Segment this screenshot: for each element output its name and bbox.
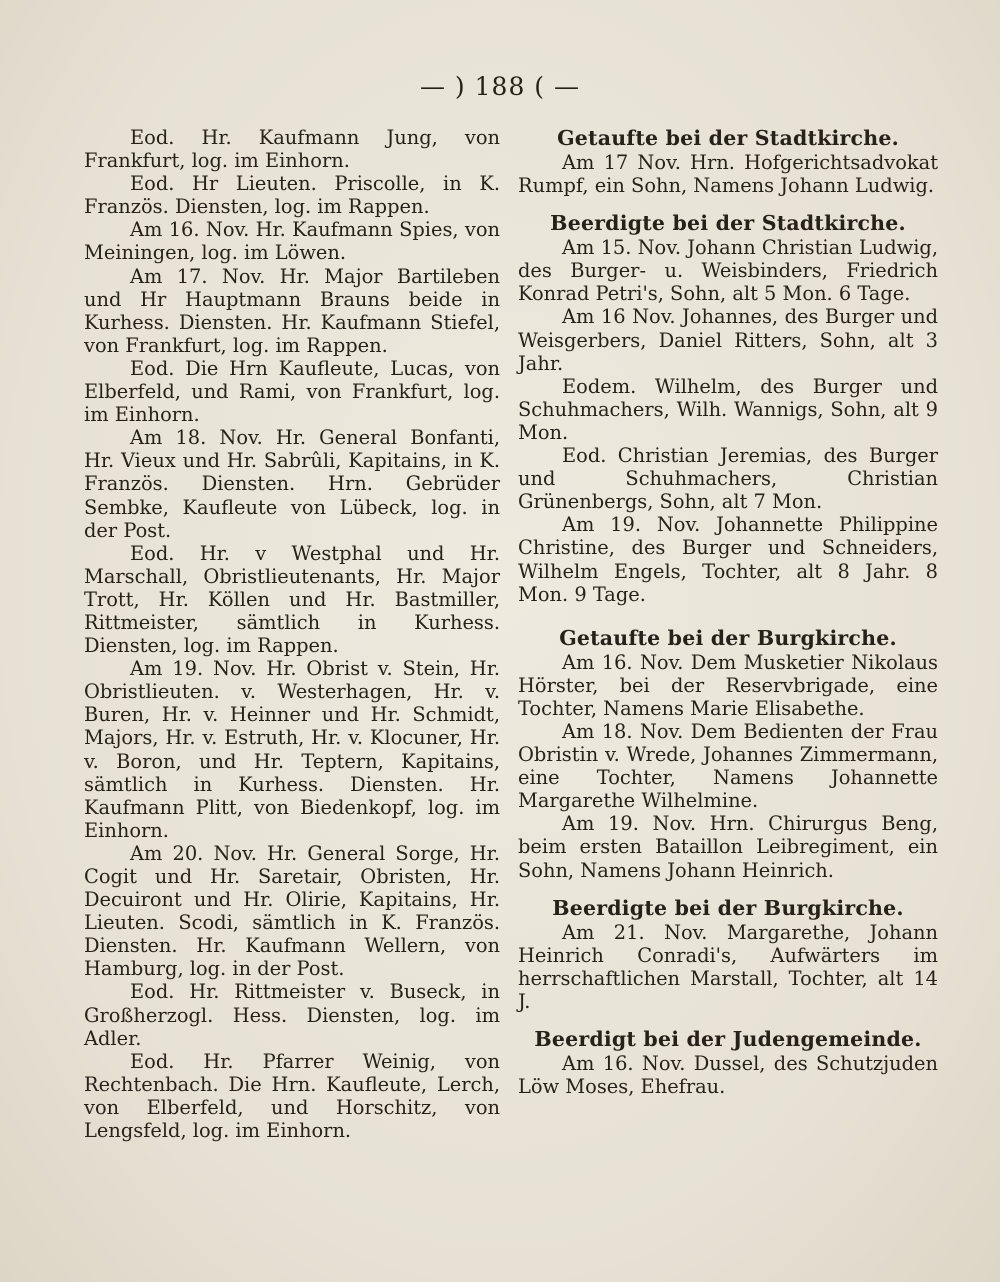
register-entry: Am 19. Nov. Johannette Philippine Christine, des Burger und Schneiders, Wilhelm Engels, Tochter, alt 8 Jahr. 8 Mon. 9 Tage. <box>518 513 938 606</box>
register-entry: Am 21. Nov. Margarethe, Johann Heinrich Conradi's, Aufwärters im herrschaftlichen Marstall, Tochter, alt 14 J. <box>518 920 938 1013</box>
register-entry: Am 16. Nov. Dussel, des Schutzjuden Löw Moses, Ehefrau. <box>518 1052 938 1099</box>
arrival-entry: Eod. Hr Lieuten. Priscolle, in K. Französ. Diensten, log. im Rappen. <box>84 172 500 219</box>
arrival-entry: Am 17. Nov. Hr. Major Bartileben und Hr Hauptmann Brauns beide in Kurhess. Diensten. Hr. Kaufmann Stiefel, von Frankfurt, log. im Rappen. <box>84 264 500 357</box>
arrival-entry: Eod. Hr. Rittmeister v. Buseck, in Großherzogl. Hess. Diensten, log. im Adler. <box>84 980 500 1050</box>
page-number-header: — ) 188 ( — <box>419 72 580 101</box>
section-heading-burials-burgkirche: Beerdigte bei der Burgkirche. <box>552 895 904 920</box>
section-heading-burials-stadtkirche: Beerdigte bei der Stadtkirche. <box>550 211 906 236</box>
register-entry: Am 17 Nov. Hrn. Hofgerichtsadvokat Rumpf, ein Sohn, Namens Johann Ludwig. <box>518 151 938 198</box>
section-heading-baptisms-burgkirche: Getaufte bei der Burgkirche. <box>559 625 897 650</box>
arrival-entry: Eod. Die Hrn Kaufleute, Lucas, von Elberfeld, und Rami, von Frankfurt, log. im Einhorn. <box>84 356 500 427</box>
arrival-entry: Eod. Hr. Kaufmann Jung, von Frankfurt, log. im Einhorn. <box>84 126 500 173</box>
arrival-entry: Am 18. Nov. Hr. General Bonfanti, Hr. Vieux und Hr. Sabrûli, Kapitains, in K. Französ. Diensten. Hrn. Gebrüder Sembke, Kaufleute von Lübeck, log. in der Post. <box>84 426 500 542</box>
arrival-entry: Eod. Hr. Pfarrer Weinig, von Rechtenbach. Die Hrn. Kaufleute, Lerch, von Elberfeld, und Horschitz, von Lengsfeld, log. im Einhorn. <box>84 1049 500 1143</box>
register-entry: Am 18. Nov. Dem Bedienten der Frau Obristin v. Wrede, Johannes Zimmermann, eine Tochter, Namens Johannette Margarethe Wilhelmine. <box>518 719 938 813</box>
register-entry: Am 16 Nov. Johannes, des Burger und Weisgerbers, Daniel Ritters, Sohn, alt 3 Jahr. <box>518 305 938 375</box>
register-entry: Am 15. Nov. Johann Christian Ludwig, des Burger- u. Weisbinders, Friedrich Konrad Petri's, Sohn, alt 5 Mon. 6 Tage. <box>518 236 938 306</box>
arrival-entry: Am 19. Nov. Hr. Obrist v. Stein, Hr. Obristlieuten. v. Westerhagen, Hr. v. Buren, Hr. v. Heinner und Hr. Schmidt, Majors, Hr. v. Estruth, Hr. v. Klocuner, Hr. v. Boron, und Hr. Teptern, Kapitains, sämtlich in Kurhess. Diensten. Hr. Kaufmann Plitt, von Biedenkopf, log. im Einhorn. <box>84 657 500 842</box>
left-column <box>84 126 500 1142</box>
arrival-entry: Am 16. Nov. Hr. Kaufmann Spies, von Meiningen, log. im Löwen. <box>84 218 500 265</box>
register-entry: Am 19. Nov. Hrn. Chirurgus Beng, beim ersten Bataillon Leibregiment, ein Sohn, Namens Johann Heinrich. <box>518 812 938 882</box>
arrival-entry: Eod. Hr. v Westphal und Hr. Marschall, Obristlieutenants, Hr. Major Trott, Hr. Köllen und Hr. Bastmiller, Rittmeister, sämtlich in Kurhess. Diensten, log. im Rappen. <box>84 541 500 658</box>
register-entry: Am 16. Nov. Dem Musketier Nikolaus Hörster, bei der Reservbrigade, eine Tochter, Namens Marie Elisabethe. <box>518 650 938 720</box>
section-heading-burials-judengemeinde: Beerdigt bei der Judengemeinde. <box>534 1027 922 1051</box>
section-heading-baptisms-stadtkirche: Getaufte bei der Stadtkirche. <box>557 126 899 150</box>
right-column <box>518 126 938 1098</box>
register-entry: Eod. Christian Jeremias, des Burger und Schuhmachers, Christian Grünenbergs, Sohn, alt 7 Mon. <box>518 444 938 514</box>
register-entry: Eodem. Wilhelm, des Burger und Schuhmachers, Wilh. Wannigs, Sohn, alt 9 Mon. <box>518 374 938 444</box>
arrival-entry: Am 20. Nov. Hr. General Sorge, Hr. Cogit und Hr. Saretair, Obristen, Hr. Decuiront und Hr. Olirie, Kapitains, Hr. Lieuten. Scodi, sämtlich in K. Französ. Diensten. Hr. Kaufmann Wellern, von Hamburg, log. in der Post. <box>84 841 500 981</box>
